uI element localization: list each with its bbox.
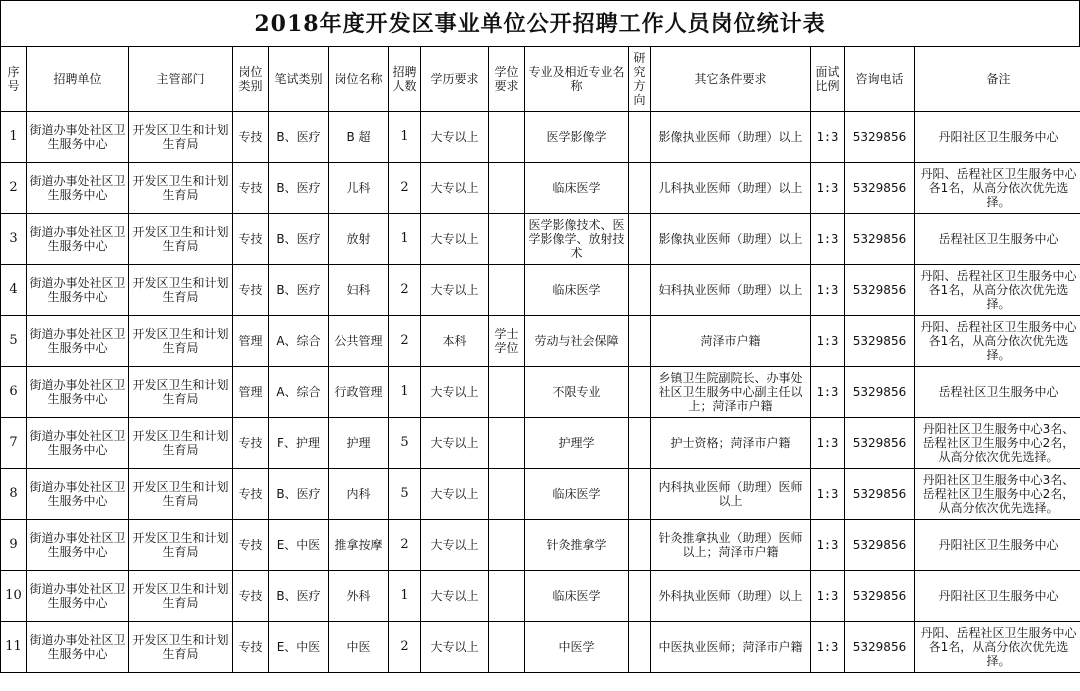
header-col-other-requirements: 其它条件要求 [651, 47, 811, 112]
cell-col-exam-category: B、医疗 [269, 469, 329, 520]
cell-col-phone: 5329856 [845, 316, 915, 367]
cell-col-interview-ratio: 1:3 [811, 214, 845, 265]
cell-col-post-name: 儿科 [329, 163, 389, 214]
cell-col-index: 11 [1, 622, 27, 673]
cell-col-interview-ratio: 1:3 [811, 622, 845, 673]
cell-col-employer: 街道办事处社区卫生服务中心 [27, 571, 129, 622]
cell-col-interview-ratio: 1:3 [811, 163, 845, 214]
cell-col-major: 临床医学 [525, 571, 629, 622]
cell-col-post-category: 专技 [233, 418, 269, 469]
cell-col-research [629, 316, 651, 367]
header-col-phone: 咨询电话 [845, 47, 915, 112]
cell-col-major: 临床医学 [525, 163, 629, 214]
cell-col-interview-ratio: 1:3 [811, 316, 845, 367]
cell-col-exam-category: B、医疗 [269, 112, 329, 163]
header-col-interview-ratio: 面试比例 [811, 47, 845, 112]
cell-col-phone: 5329856 [845, 112, 915, 163]
cell-col-education: 大专以上 [421, 622, 489, 673]
header-col-department: 主管部门 [129, 47, 233, 112]
cell-col-research [629, 469, 651, 520]
cell-col-index: 10 [1, 571, 27, 622]
cell-col-interview-ratio: 1:3 [811, 418, 845, 469]
cell-col-degree [489, 571, 525, 622]
cell-col-phone: 5329856 [845, 622, 915, 673]
cell-col-phone: 5329856 [845, 520, 915, 571]
cell-col-major: 临床医学 [525, 469, 629, 520]
cell-col-phone: 5329856 [845, 469, 915, 520]
cell-col-headcount: 2 [389, 163, 421, 214]
cell-col-index: 2 [1, 163, 27, 214]
cell-col-phone: 5329856 [845, 214, 915, 265]
cell-col-index: 7 [1, 418, 27, 469]
cell-col-department: 开发区卫生和计划生育局 [129, 418, 233, 469]
cell-col-post-name: 外科 [329, 571, 389, 622]
cell-col-headcount: 1 [389, 112, 421, 163]
cell-col-department: 开发区卫生和计划生育局 [129, 214, 233, 265]
cell-col-headcount: 1 [389, 571, 421, 622]
cell-col-interview-ratio: 1:3 [811, 112, 845, 163]
cell-col-research [629, 112, 651, 163]
cell-col-education: 大专以上 [421, 163, 489, 214]
table-title: 2018年度开发区事业单位公开招聘工作人员岗位统计表 [0, 0, 1080, 46]
header-col-remarks: 备注 [915, 47, 1080, 112]
cell-col-interview-ratio: 1:3 [811, 469, 845, 520]
table-row [1, 418, 1080, 469]
cell-col-post-category: 专技 [233, 265, 269, 316]
cell-col-department: 开发区卫生和计划生育局 [129, 520, 233, 571]
cell-col-research [629, 163, 651, 214]
cell-col-research [629, 214, 651, 265]
cell-col-education: 大专以上 [421, 214, 489, 265]
cell-col-major: 医学影像技术、医学影像学、放射技术 [525, 214, 629, 265]
header-col-education: 学历要求 [421, 47, 489, 112]
cell-col-exam-category: E、中医 [269, 622, 329, 673]
positions-table [0, 46, 1080, 673]
cell-col-degree [489, 112, 525, 163]
table-row [1, 214, 1080, 265]
cell-col-post-category: 专技 [233, 163, 269, 214]
cell-col-education: 大专以上 [421, 520, 489, 571]
cell-col-index: 6 [1, 367, 27, 418]
cell-col-major: 护理学 [525, 418, 629, 469]
cell-col-department: 开发区卫生和计划生育局 [129, 367, 233, 418]
header-col-post-name: 岗位名称 [329, 47, 389, 112]
cell-col-remarks: 丹阳、岳程社区卫生服务中心各1名，从高分依次优先选择。 [915, 622, 1080, 673]
cell-col-research [629, 418, 651, 469]
cell-col-degree [489, 265, 525, 316]
cell-col-major: 针灸推拿学 [525, 520, 629, 571]
table-row [1, 367, 1080, 418]
cell-col-post-category: 专技 [233, 571, 269, 622]
table-body [1, 112, 1080, 673]
cell-col-degree: 学士学位 [489, 316, 525, 367]
cell-col-degree [489, 214, 525, 265]
header-col-major: 专业及相近专业名称 [525, 47, 629, 112]
cell-col-other-requirements: 针灸推拿执业（助理）医师以上；菏泽市户籍 [651, 520, 811, 571]
header-col-headcount: 招聘人数 [389, 47, 421, 112]
cell-col-headcount: 5 [389, 469, 421, 520]
cell-col-major: 临床医学 [525, 265, 629, 316]
cell-col-department: 开发区卫生和计划生育局 [129, 112, 233, 163]
cell-col-other-requirements: 乡镇卫生院副院长、办事处社区卫生服务中心副主任以上；菏泽市户籍 [651, 367, 811, 418]
cell-col-degree [489, 418, 525, 469]
cell-col-employer: 街道办事处社区卫生服务中心 [27, 316, 129, 367]
cell-col-remarks: 丹阳社区卫生服务中心 [915, 571, 1080, 622]
cell-col-other-requirements: 影像执业医师（助理）以上 [651, 214, 811, 265]
cell-col-post-name: 放射 [329, 214, 389, 265]
cell-col-headcount: 5 [389, 418, 421, 469]
cell-col-education: 大专以上 [421, 418, 489, 469]
cell-col-exam-category: B、医疗 [269, 571, 329, 622]
cell-col-employer: 街道办事处社区卫生服务中心 [27, 265, 129, 316]
cell-col-remarks: 丹阳、岳程社区卫生服务中心各1名，从高分依次优先选择。 [915, 316, 1080, 367]
cell-col-post-name: 内科 [329, 469, 389, 520]
cell-col-index: 3 [1, 214, 27, 265]
cell-col-index: 5 [1, 316, 27, 367]
cell-col-other-requirements: 护士资格；菏泽市户籍 [651, 418, 811, 469]
cell-col-remarks: 丹阳社区卫生服务中心 [915, 520, 1080, 571]
cell-col-remarks: 丹阳社区卫生服务中心3名、岳程社区卫生服务中心2名，从高分依次优先选择。 [915, 418, 1080, 469]
cell-col-interview-ratio: 1:3 [811, 367, 845, 418]
header-row [1, 47, 1080, 112]
cell-col-education: 大专以上 [421, 571, 489, 622]
cell-col-degree [489, 520, 525, 571]
cell-col-employer: 街道办事处社区卫生服务中心 [27, 469, 129, 520]
cell-col-interview-ratio: 1:3 [811, 520, 845, 571]
cell-col-research [629, 265, 651, 316]
cell-col-headcount: 1 [389, 367, 421, 418]
cell-col-exam-category: B、医疗 [269, 214, 329, 265]
cell-col-remarks: 丹阳社区卫生服务中心3名、岳程社区卫生服务中心2名，从高分依次优先选择。 [915, 469, 1080, 520]
cell-col-research [629, 571, 651, 622]
table-row [1, 265, 1080, 316]
table-row [1, 469, 1080, 520]
table-row [1, 112, 1080, 163]
cell-col-major: 不限专业 [525, 367, 629, 418]
cell-col-exam-category: B、医疗 [269, 265, 329, 316]
header-col-employer: 招聘单位 [27, 47, 129, 112]
cell-col-post-name: 推拿按摩 [329, 520, 389, 571]
table-row [1, 316, 1080, 367]
cell-col-index: 4 [1, 265, 27, 316]
cell-col-remarks: 岳程社区卫生服务中心 [915, 367, 1080, 418]
cell-col-post-category: 专技 [233, 622, 269, 673]
cell-col-employer: 街道办事处社区卫生服务中心 [27, 163, 129, 214]
cell-col-post-category: 专技 [233, 469, 269, 520]
cell-col-research [629, 367, 651, 418]
cell-col-education: 大专以上 [421, 112, 489, 163]
cell-col-remarks: 丹阳、岳程社区卫生服务中心各1名，从高分依次优先选择。 [915, 265, 1080, 316]
cell-col-exam-category: E、中医 [269, 520, 329, 571]
cell-col-degree [489, 367, 525, 418]
cell-col-employer: 街道办事处社区卫生服务中心 [27, 520, 129, 571]
cell-col-degree [489, 163, 525, 214]
header-col-index: 序号 [1, 47, 27, 112]
cell-col-phone: 5329856 [845, 367, 915, 418]
cell-col-department: 开发区卫生和计划生育局 [129, 571, 233, 622]
cell-col-index: 1 [1, 112, 27, 163]
cell-col-employer: 街道办事处社区卫生服务中心 [27, 418, 129, 469]
cell-col-employer: 街道办事处社区卫生服务中心 [27, 112, 129, 163]
header-col-research: 研究方向 [629, 47, 651, 112]
cell-col-index: 8 [1, 469, 27, 520]
cell-col-degree [489, 622, 525, 673]
table-row [1, 622, 1080, 673]
cell-col-education: 大专以上 [421, 469, 489, 520]
cell-col-headcount: 1 [389, 214, 421, 265]
table-header [1, 47, 1080, 112]
cell-col-post-name: 妇科 [329, 265, 389, 316]
cell-col-exam-category: F、护理 [269, 418, 329, 469]
cell-col-interview-ratio: 1:3 [811, 571, 845, 622]
cell-col-other-requirements: 影像执业医师（助理）以上 [651, 112, 811, 163]
cell-col-employer: 街道办事处社区卫生服务中心 [27, 622, 129, 673]
cell-col-post-category: 专技 [233, 520, 269, 571]
cell-col-remarks: 丹阳、岳程社区卫生服务中心各1名，从高分依次优先选择。 [915, 163, 1080, 214]
cell-col-education: 大专以上 [421, 265, 489, 316]
cell-col-other-requirements: 中医执业医师；菏泽市户籍 [651, 622, 811, 673]
cell-col-post-category: 专技 [233, 214, 269, 265]
cell-col-other-requirements: 内科执业医师（助理）医师以上 [651, 469, 811, 520]
cell-col-post-name: 护理 [329, 418, 389, 469]
cell-col-employer: 街道办事处社区卫生服务中心 [27, 214, 129, 265]
cell-col-department: 开发区卫生和计划生育局 [129, 316, 233, 367]
cell-col-other-requirements: 儿科执业医师（助理）以上 [651, 163, 811, 214]
cell-col-phone: 5329856 [845, 163, 915, 214]
cell-col-degree [489, 469, 525, 520]
cell-col-post-category: 管理 [233, 316, 269, 367]
cell-col-major: 中医学 [525, 622, 629, 673]
cell-col-exam-category: A、综合 [269, 367, 329, 418]
cell-col-post-name: 行政管理 [329, 367, 389, 418]
cell-col-other-requirements: 菏泽市户籍 [651, 316, 811, 367]
cell-col-remarks: 丹阳社区卫生服务中心 [915, 112, 1080, 163]
cell-col-other-requirements: 妇科执业医师（助理）以上 [651, 265, 811, 316]
cell-col-post-category: 管理 [233, 367, 269, 418]
cell-col-headcount: 2 [389, 316, 421, 367]
cell-col-other-requirements: 外科执业医师（助理）以上 [651, 571, 811, 622]
cell-col-exam-category: B、医疗 [269, 163, 329, 214]
cell-col-research [629, 520, 651, 571]
cell-col-post-name: 公共管理 [329, 316, 389, 367]
cell-col-headcount: 2 [389, 520, 421, 571]
cell-col-education: 大专以上 [421, 367, 489, 418]
cell-col-headcount: 2 [389, 265, 421, 316]
cell-col-major: 医学影像学 [525, 112, 629, 163]
cell-col-interview-ratio: 1:3 [811, 265, 845, 316]
cell-col-department: 开发区卫生和计划生育局 [129, 622, 233, 673]
table-row [1, 520, 1080, 571]
header-col-post-category: 岗位类别 [233, 47, 269, 112]
table-row [1, 571, 1080, 622]
cell-col-post-category: 专技 [233, 112, 269, 163]
cell-col-education: 本科 [421, 316, 489, 367]
cell-col-phone: 5329856 [845, 265, 915, 316]
cell-col-remarks: 岳程社区卫生服务中心 [915, 214, 1080, 265]
cell-col-post-name: 中医 [329, 622, 389, 673]
cell-col-department: 开发区卫生和计划生育局 [129, 469, 233, 520]
cell-col-department: 开发区卫生和计划生育局 [129, 265, 233, 316]
cell-col-phone: 5329856 [845, 418, 915, 469]
cell-col-major: 劳动与社会保障 [525, 316, 629, 367]
header-col-exam-category: 笔试类别 [269, 47, 329, 112]
table-row [1, 163, 1080, 214]
cell-col-phone: 5329856 [845, 571, 915, 622]
cell-col-research [629, 622, 651, 673]
cell-col-exam-category: A、综合 [269, 316, 329, 367]
cell-col-headcount: 2 [389, 622, 421, 673]
header-col-degree: 学位要求 [489, 47, 525, 112]
cell-col-post-name: B 超 [329, 112, 389, 163]
cell-col-department: 开发区卫生和计划生育局 [129, 163, 233, 214]
cell-col-index: 9 [1, 520, 27, 571]
cell-col-employer: 街道办事处社区卫生服务中心 [27, 367, 129, 418]
